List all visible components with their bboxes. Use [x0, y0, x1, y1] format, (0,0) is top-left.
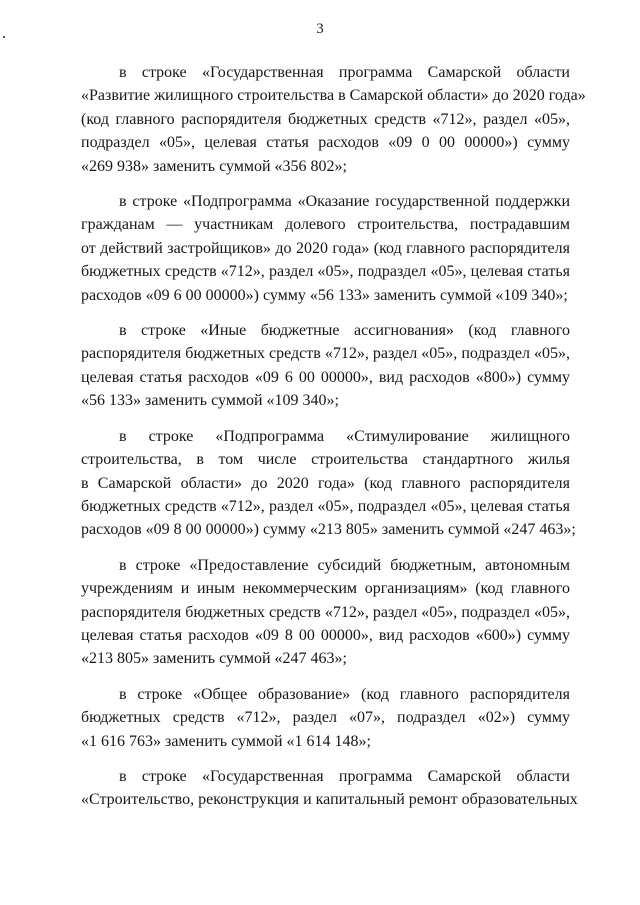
text-line: «Развитие жилищного строительства в Самарской области» до 2020 года» [81, 87, 586, 105]
text-line: в строке «Государственная программа Самарской области [119, 64, 570, 81]
text-line: в строке «Иные бюджетные ассигнования» (код главного [119, 322, 570, 340]
text-line: «213 805» заменить суммой «247 463»; [81, 650, 347, 668]
text-line: целевая статья расходов «09 6 00 00000», вид расходов «800») сумму [81, 368, 570, 386]
text-line: подраздел «05», целевая статья расходов «09 0 00 00000») сумму [81, 134, 570, 152]
text-line: «Строительство, реконструкция и капитальный ремонт образовательных [81, 791, 578, 809]
text-line: бюджетных средств «712», раздел «07», подраздел «02») сумму [81, 709, 570, 727]
text-line: учреждениям и иным некоммерческим организациям» (код главного [81, 580, 570, 598]
text-line: расходов «09 8 00 00000») сумму «213 805» заменить суммой «247 463»; [81, 521, 576, 539]
text-line: в строке «Государственная программа Самарской области [119, 767, 570, 785]
paragraph [81, 190, 570, 307]
document-body [81, 61, 586, 824]
text-line: в строке «Предоставление субсидий бюджетным, автономным [119, 556, 570, 574]
text-line: «269 938» заменить суммой «356 802»; [81, 157, 347, 175]
text-line: бюджетных средств «712», раздел «05», подраздел «05», целевая статья [81, 497, 570, 515]
paragraph [81, 554, 570, 671]
text-line: распорядителя бюджетных средств «712», раздел «05», подраздел «05», [81, 603, 570, 621]
paragraph [81, 61, 586, 178]
text-line: целевая статья расходов «09 8 00 00000», вид расходов «600») сумму [81, 626, 570, 644]
page-number: 3 [316, 21, 324, 37]
paragraph [81, 319, 570, 413]
text-line: «56 133» заменить суммой «109 340»; [81, 392, 339, 410]
paragraph [81, 765, 578, 812]
text-line: распорядителя бюджетных средств «712», раздел «05», подраздел «05», [81, 345, 570, 363]
text-line: бюджетных средств «712», раздел «05», подраздел «05», целевая статья [81, 263, 570, 281]
text-line: «1 616 763» заменить суммой «1 614 148»; [81, 732, 371, 750]
text-line: в строке «Подпрограмма «Стимулирование жилищного [119, 427, 570, 445]
paragraph [81, 683, 570, 753]
paragraph [81, 425, 576, 542]
text-line: от действий застройщиков» до 2020 года» (код главного распорядителя [81, 239, 570, 257]
text-line: расходов «09 6 00 00000») сумму «56 133» заменить суммой «109 340»; [81, 286, 568, 304]
text-line: в Самарской области» до 2020 года» (код главного распорядителя [81, 474, 570, 492]
text-line: в строке «Подпрограмма «Оказание государственной поддержки [119, 193, 570, 211]
text-line: (код главного распорядителя бюджетных средств «712», раздел «05», [81, 110, 570, 128]
text-line: в строке «Общее образование» (код главного распорядителя [119, 685, 570, 703]
text-line: строительства, в том числе строительства стандартного жилья [81, 451, 570, 469]
text-line: гражданам — участникам долевого строительства, пострадавшим [81, 216, 570, 234]
